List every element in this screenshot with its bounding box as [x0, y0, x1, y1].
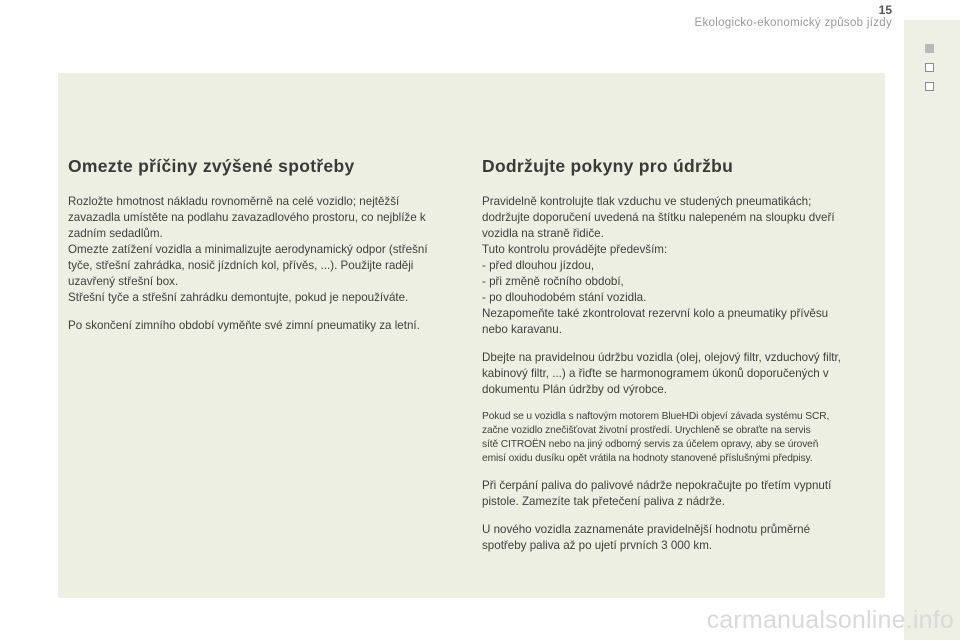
text-line: - při změně ročního období,: [482, 275, 624, 288]
text-line: nebo karavanu.: [482, 323, 562, 336]
text-line: Nezapomeňte také zkontrolovat rezervní kolo a pneumatiky přívěsu: [482, 307, 829, 320]
text-line: zavazadla umístěte na podlahu zavazadlového prostoru, co nejblíže k: [68, 211, 426, 224]
paragraph: [68, 194, 460, 306]
left-column: [68, 156, 460, 346]
text-line: Pokud se u vozidla s naftovým motorem BlueHDi objeví závada systému SCR,: [482, 411, 830, 422]
text-line: Střešní tyče a střešní zahrádku demontujte, pokud je nepoužíváte.: [68, 291, 409, 304]
tab-marker-filled: [925, 44, 934, 53]
text-line: sítě CITROËN nebo na jiný odborný servis za účelem opravy, aby se úroveň: [482, 439, 819, 450]
section-heading: Omezte příčiny zvýšené spotřeby: [68, 156, 355, 176]
paragraph: [68, 318, 460, 334]
side-tab: [904, 20, 960, 640]
tab-marker-empty: [925, 63, 934, 72]
text-line: Při čerpání paliva do palivové nádrže nepokračujte po třetím vypnutí: [482, 479, 832, 492]
text-line: tyče, střešní zahrádka, nosič jízdních kol, přívěs, ...). Použijte raději: [68, 259, 414, 272]
paragraph: [482, 478, 874, 510]
paragraph: [482, 194, 874, 338]
text-line: vozidla na straně řidiče.: [482, 227, 604, 240]
text-line: Omezte zatížení vozidla a minimalizujte aerodynamický odpor (střešní: [68, 243, 428, 256]
text-line: U nového vozidla zaznamenáte pravidelnější hodnotu průměrné: [482, 523, 811, 536]
text-line: Rozložte hmotnost nákladu rovnoměrně na celé vozidlo; nejtěžší: [68, 195, 400, 208]
text-line: uzavřený střešní box.: [68, 275, 179, 288]
text-line: pistole. Zamezíte tak přetečení paliva z nádrže.: [482, 495, 725, 508]
text-line: spotřeby paliva až po ujetí prvních 3 000 km.: [482, 539, 713, 552]
section-heading: Dodržujte pokyny pro údržbu: [482, 156, 734, 176]
text-line: Tuto kontrolu provádějte především:: [482, 243, 668, 256]
text-line: - před dlouhou jízdou,: [482, 259, 595, 272]
right-column: [482, 156, 874, 566]
paragraph: [482, 350, 874, 398]
note-paragraph: [482, 410, 874, 466]
text-line: dodržujte doporučení uvedená na štítku nalepeném na sloupku dveří: [482, 211, 835, 224]
watermark: carmanualsonline.info: [706, 606, 954, 634]
paragraph: [482, 522, 874, 554]
text-line: - po dlouhodobém stání vozidla.: [482, 291, 647, 304]
text-line: emisí oxidu dusíku opět vrátila na hodnoty stanovené příslušnými předpisy.: [482, 453, 813, 464]
page-number: 15: [878, 3, 892, 17]
text-line: začne vozidlo znečišťovat životní prostředí. Urychleně se obraťte na servis: [482, 425, 811, 436]
tab-marker-empty: [925, 82, 934, 91]
chapter-title: Ekologicko-ekonomický způsob jízdy: [694, 17, 892, 29]
text-line: zadním sedadlům.: [68, 227, 163, 240]
text-line: Dbejte na pravidelnou údržbu vozidla (olej, olejový filtr, vzduchový filtr,: [482, 351, 841, 364]
text-line: Po skončení zimního období vyměňte své zimní pneumatiky za letní.: [68, 319, 420, 332]
text-line: Pravidelně kontrolujte tlak vzduchu ve studených pneumatikách;: [482, 195, 812, 208]
text-line: dokumentu Plán údržby od výrobce.: [482, 383, 667, 396]
text-line: kabinový filtr, ...) a řiďte se harmonogramem úkonů doporučených v: [482, 367, 829, 380]
